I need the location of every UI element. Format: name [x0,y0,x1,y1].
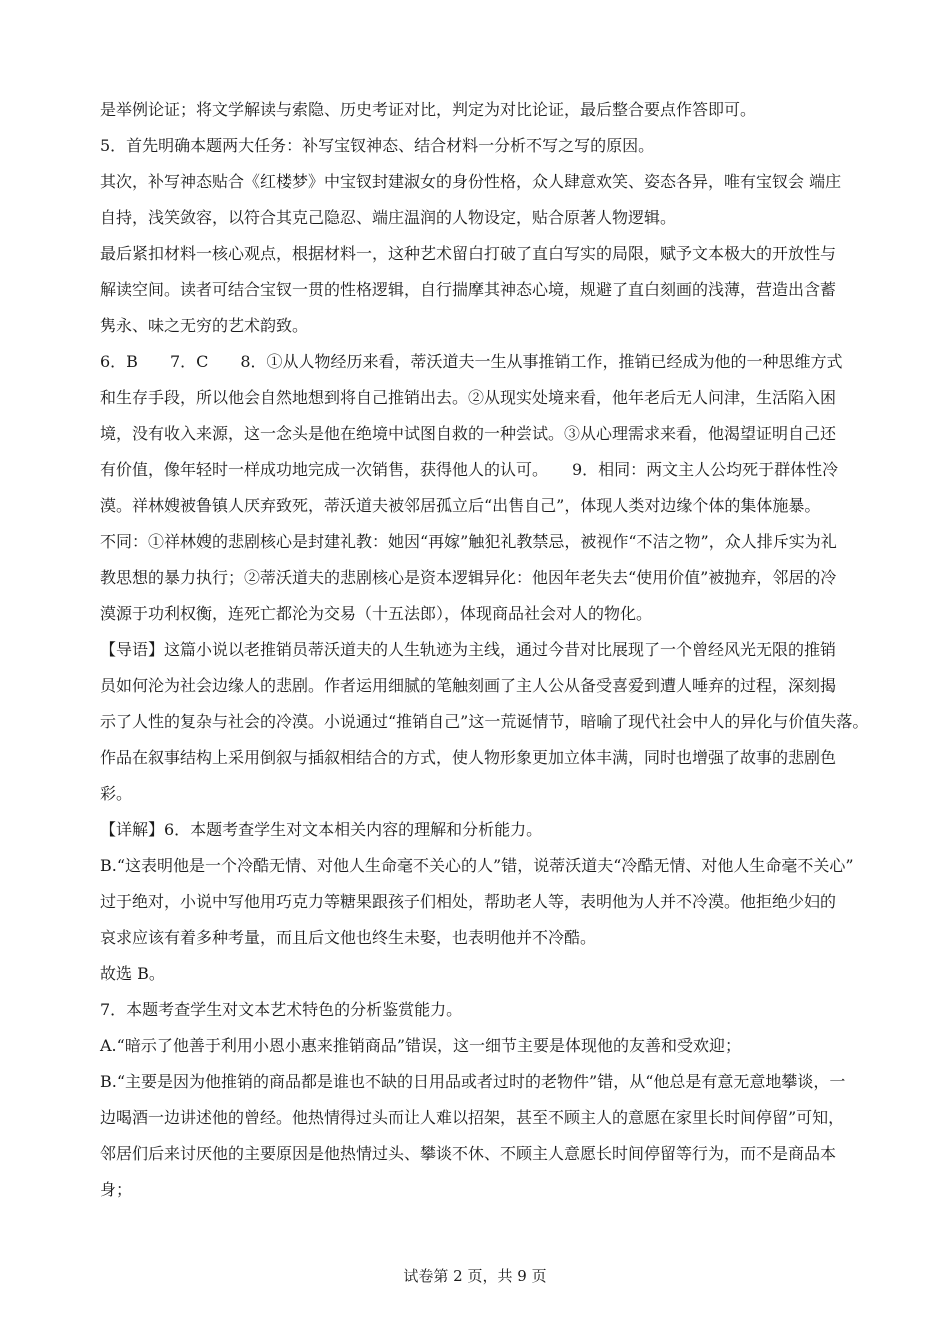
text-line: 5．首先明确本题两大任务：补写宝钗神态、结合材料一分析不写之写的原因。 [100,136,655,155]
text-line: A.“暗示了他善于利用小恩小惠来推销商品”错误，这一细节主要是体现他的友善和受欢迎； [100,1036,742,1055]
page-footer: 试卷第 2 页，共 9 页 [403,1267,547,1285]
text-line: 过于绝对，小说中写他用巧克力等糖果跟孩子们相处，帮助老人等，表明他为人并不冷漠。他拒绝少妇的 [100,892,837,911]
text-line: B.“这表明他是一个冷酷无情、对他人生命毫不关心的人”错，说蒂沃道夫“冷酷无情、对他人生命毫不关心” [100,856,854,875]
text-line: 教思想的暴力执行；②蒂沃道夫的悲剧核心是资本逻辑异化：他因年老失去“使用价值”被抛弃，邻居的冷 [100,568,837,587]
text-line: 漠源于功利权衡，连死亡都沦为交易（十五法郎），体现商品社会对人的物化。 [100,604,653,623]
text-line: 边喝酒一边讲述他的曾经。他热情得过头而让人难以招架，甚至不顾主人的意愿在家里长时间停留”可知， [100,1108,845,1127]
text-line: 有价值，像年轻时一样成功地完成一次销售，获得他人的认可。 9．相同：两文主人公均死于群体性冷 [100,460,839,479]
text-line: 最后紧扣材料一核心观点，根据材料一，这种艺术留白打破了直白写实的局限，赋予文本极大的开放性与 [100,244,837,263]
text-line: 漠。祥林嫂被鲁镇人厌弃致死，蒂沃道夫被邻居孤立后“出售自己”，体现人类对边缘个体的集体施暴。 [100,496,821,515]
text-line: 彩。 [100,784,133,803]
text-line: 作品在叙事结构上采用倒叙与插叙相结合的方式，使人物形象更加立体丰满，同时也增强了故事的悲剧色 [100,748,837,767]
text-line: 其次，补写神态贴合《红楼梦》中宝钗封建淑女的身份性格，众人肆意欢笑、姿态各异，唯有宝钗会 端庄 [100,172,842,191]
text-line: 隽永、味之无穷的艺术韵致。 [100,316,309,335]
text-line: 【导语】这篇小说以老推销员蒂沃道夫的人生轨迹为主线，通过今昔对比展现了一个曾经风光无限的推销 [100,640,837,659]
text-line: 不同：①祥林嫂的悲剧核心是封建礼教：她因“再嫁”触犯礼教禁忌，被视作“不洁之物”，众人排斥实为礼 [100,532,837,551]
text-line: 哀求应该有着多种考量，而且后文他也终生未娶，也表明他并不冷酷。 [100,928,597,947]
text-line: 境，没有收入来源，这一念头是他在绝境中试图自救的一种尝试。③从心理需求来看，他渴望证明自己还 [100,424,837,443]
text-line: 邻居们后来讨厌他的主要原因是他热情过头、攀谈不休、不顾主人意愿长时间停留等行为，而不是商品本 [100,1144,837,1163]
text-line: 员如何沦为社会边缘人的悲剧。作者运用细腻的笔触刻画了主人公从备受喜爱到遭人唾弃的过程，深刻揭 [100,676,837,695]
text-line: 和生存手段，所以他会自然地想到将自己推销出去。②从现实处境来看，他年老后无人问津，生活陷入困 [100,388,837,407]
text-line: 【详解】6．本题考查学生对文本相关内容的理解和分析能力。 [100,820,543,839]
text-line: 6．B 7．C 8．①从人物经历来看，蒂沃道夫一生从事推销工作，推销已经成为他的一种思维方式 [100,352,843,371]
text-line: 解读空间。读者可结合宝钗一贯的性格逻辑，自行揣摩其神态心境，规避了直白刻画的浅薄，营造出含蓄 [100,280,837,299]
text-line: 故选 B。 [100,964,165,983]
document-body [100,92,869,1208]
text-line: 示了人性的复杂与社会的冷漠。小说通过“推销自己”这一荒诞情节，暗喻了现代社会中人的异化与价值失落。 [100,712,869,731]
text-line: 是举例论证；将文学解读与索隐、历史考证对比，判定为对比论证，最后整合要点作答即可。 [100,100,757,119]
text-line: 7．本题考查学生对文本艺术特色的分析鉴赏能力。 [100,1000,463,1019]
text-line: 身； [100,1180,133,1199]
text-line: B.“主要是因为他推销的商品都是谁也不缺的日用品或者过时的老物件”错，从“他总是有意无意地攀谈，一 [100,1072,846,1091]
text-line: 自持，浅笑敛容，以符合其克己隐忍、端庄温润的人物设定，贴合原著人物逻辑。 [100,208,677,227]
